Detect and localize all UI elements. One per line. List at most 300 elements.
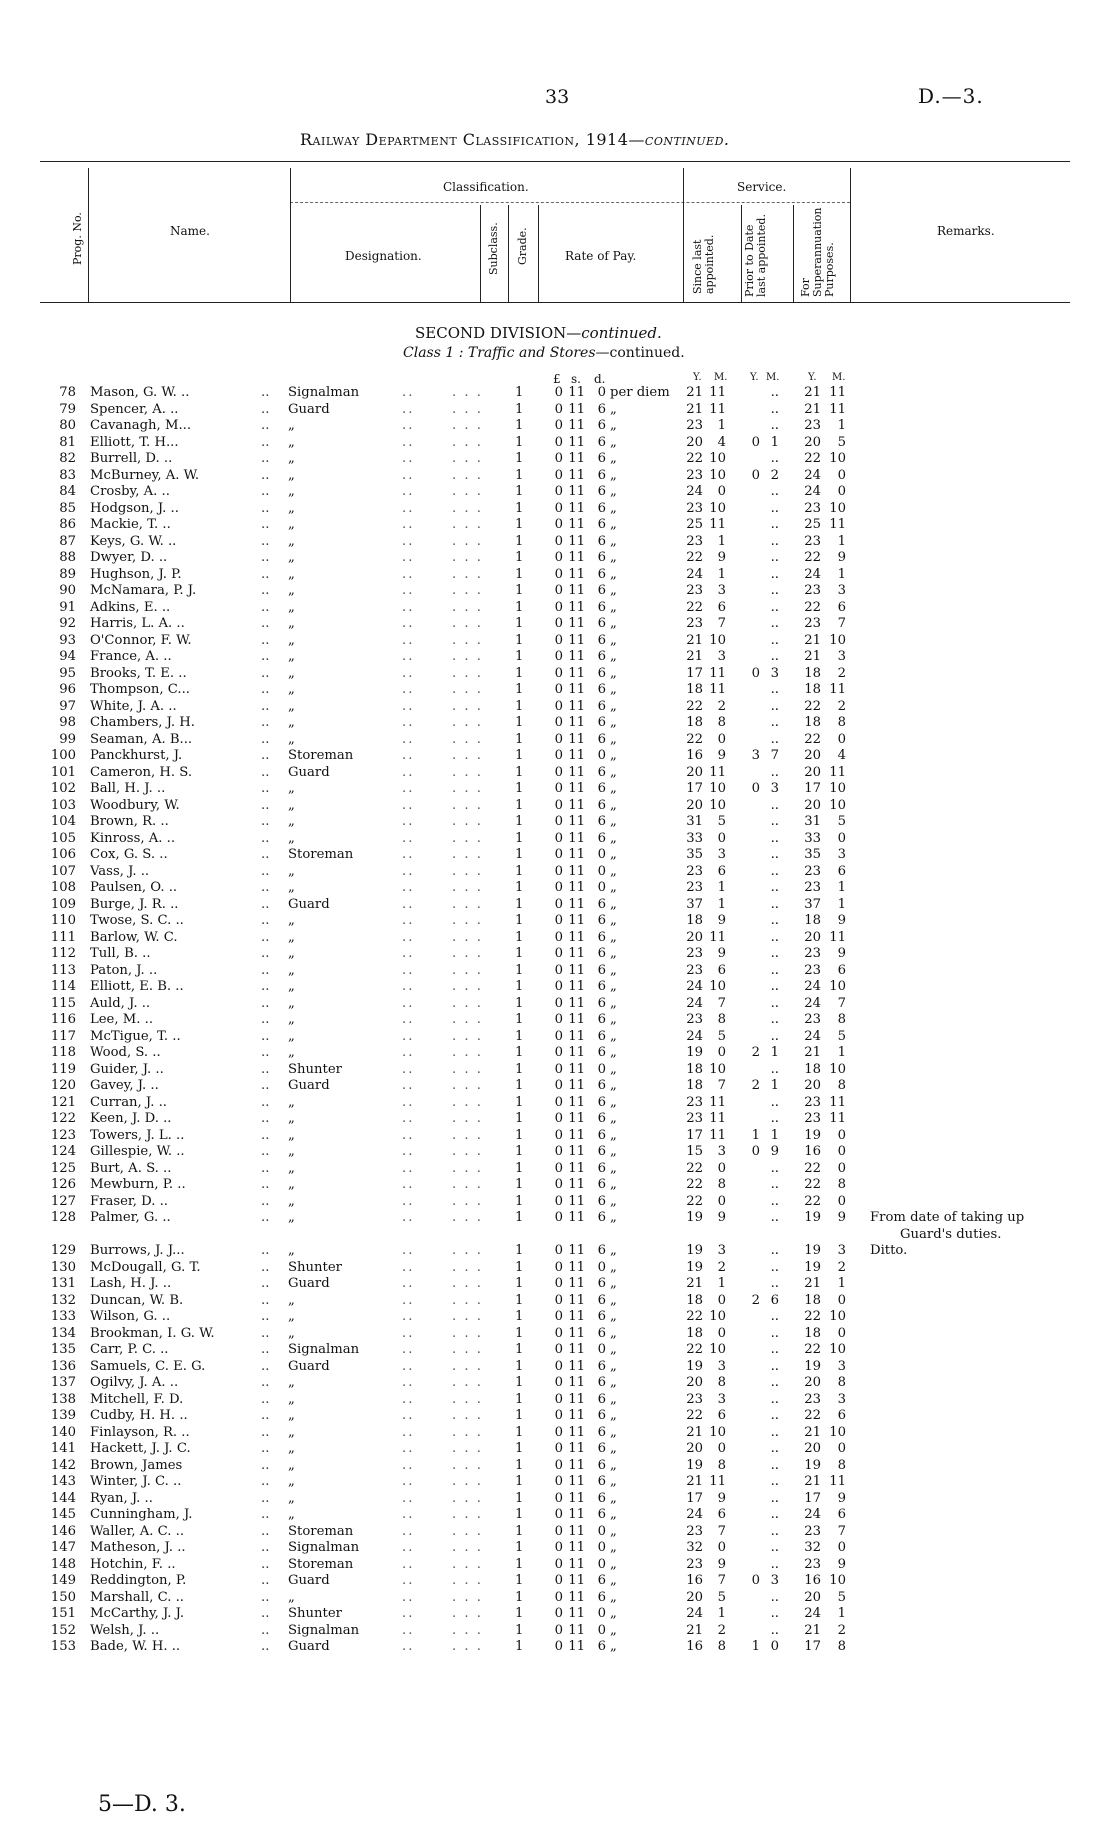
pay-per: „: [610, 1424, 617, 1440]
leader-dots: . . .: [452, 434, 483, 450]
leader-dots: ..: [402, 1424, 415, 1440]
leader-dots: ..: [402, 1622, 415, 1638]
designation: „: [288, 550, 295, 565]
since-months: 3: [717, 1243, 726, 1258]
employee-name: Samuels, C. E. G.: [90, 1358, 206, 1374]
prog-no: 108: [50, 880, 76, 895]
designation: „: [288, 781, 295, 796]
pay-pence: 6: [597, 1276, 606, 1291]
leader-dots: . . .: [452, 797, 483, 813]
prog-no: 138: [50, 1391, 76, 1407]
pay-pence: 0: [597, 1061, 606, 1077]
prior-months: ..: [770, 962, 779, 978]
leader-dots: ..: [402, 1144, 415, 1159]
prog-no: 116: [50, 1012, 76, 1027]
pay-shillings: 11: [568, 715, 585, 730]
super-months: 6: [837, 1507, 846, 1522]
pay-pounds: 0: [554, 1177, 563, 1192]
pay-pounds: 0: [554, 1507, 563, 1522]
pay-shillings: 11: [568, 863, 585, 879]
designation: „: [288, 863, 295, 879]
prog-no: 124: [50, 1144, 76, 1159]
pay-pence: 6: [597, 946, 606, 961]
table-row: [0, 798, 1114, 815]
grade: 1: [515, 451, 524, 466]
since-years: 20: [686, 1589, 703, 1605]
grade: 1: [515, 649, 524, 664]
prior-months: ..: [770, 715, 779, 730]
since-years: 22: [686, 1177, 703, 1192]
grade: 1: [515, 517, 524, 532]
since-years: 24: [686, 484, 703, 499]
since-years: 17: [686, 1127, 703, 1143]
leader-dots: ..: [402, 632, 415, 648]
pay-pounds: 0: [554, 583, 563, 598]
employee-name: Auld, J. ..: [90, 995, 151, 1011]
since-years: 17: [686, 781, 703, 796]
since-months: 0: [717, 1540, 726, 1555]
leader-dots: ..: [402, 1573, 415, 1588]
prior-years: 0: [751, 1573, 760, 1588]
since-years: 19: [686, 1358, 703, 1374]
pay-pounds: 0: [554, 946, 563, 961]
since-months: 10: [709, 467, 726, 483]
grade: 1: [515, 929, 524, 945]
since-years: 22: [686, 731, 703, 747]
grade: 1: [515, 484, 524, 499]
pay-pence: 6: [597, 979, 606, 994]
pay-pence: 6: [597, 1375, 606, 1390]
table-row: [0, 1243, 1114, 1260]
prog-no: 119: [50, 1061, 76, 1077]
since-years: 20: [686, 764, 703, 780]
table-row: [0, 781, 1114, 798]
pay-shillings: 11: [568, 913, 585, 928]
leader-dots: . . .: [452, 583, 483, 598]
prog-no: 96: [59, 682, 76, 697]
pay-per: „: [610, 1457, 617, 1473]
leader-dots: ..: [402, 1177, 415, 1192]
leader-dots: ..: [261, 995, 270, 1011]
grade: 1: [515, 1424, 524, 1440]
leader-dots: ..: [261, 1160, 270, 1176]
pay-per: „: [610, 434, 617, 450]
prior-months: ..: [770, 418, 779, 433]
footer-signature: 5—D. 3.: [98, 1792, 186, 1817]
designation: Guard: [288, 401, 330, 417]
since-months: 8: [717, 715, 726, 730]
pay-shillings: 11: [568, 1490, 585, 1506]
super-months: 9: [837, 913, 846, 928]
super-years: 19: [804, 1259, 821, 1275]
employee-name: Waller, A. C. ..: [90, 1523, 185, 1539]
pay-shillings: 11: [568, 1028, 585, 1044]
since-months: 8: [717, 1177, 726, 1192]
leader-dots: . . .: [452, 1441, 483, 1456]
employee-name: Harris, L. A. ..: [90, 616, 185, 631]
since-years: 23: [686, 1012, 703, 1027]
since-years: 24: [686, 1507, 703, 1522]
grade: 1: [515, 665, 524, 681]
pay-shillings: 11: [568, 583, 585, 598]
table-row: [0, 385, 1114, 402]
leader-dots: . . .: [452, 962, 483, 978]
leader-dots: . . .: [452, 814, 483, 829]
grade: 1: [515, 1507, 524, 1522]
pay-pounds: 0: [554, 1639, 563, 1654]
grade: 1: [515, 797, 524, 813]
pay-pence: 6: [597, 401, 606, 417]
leader-dots: ..: [261, 1210, 270, 1225]
leader-dots: . . .: [452, 1375, 483, 1390]
pay-per: „: [610, 1061, 617, 1077]
super-years: 20: [804, 748, 821, 763]
super-years: 24: [804, 979, 821, 994]
since-years: 23: [686, 863, 703, 879]
since-months: 8: [717, 1639, 726, 1654]
leader-dots: . . .: [452, 830, 483, 846]
pay-pounds: 0: [554, 550, 563, 565]
leader-dots: ..: [261, 929, 270, 945]
leader-dots: ..: [402, 995, 415, 1011]
pay-shillings: 11: [568, 1606, 585, 1621]
leader-dots: ..: [402, 1606, 415, 1621]
grade: 1: [515, 781, 524, 796]
since-years: 21: [686, 1474, 703, 1489]
since-months: 11: [709, 1127, 726, 1143]
leader-dots: . . .: [452, 1358, 483, 1374]
since-years: 16: [686, 748, 703, 763]
super-months: 0: [837, 467, 846, 483]
table-row: [0, 1474, 1114, 1491]
leader-dots: . . .: [452, 599, 483, 615]
pay-per: „: [610, 880, 617, 895]
pay-pounds: 0: [554, 1045, 563, 1060]
since-months: 7: [717, 995, 726, 1011]
table-row: [0, 1111, 1114, 1128]
prior-months: 1: [770, 1045, 779, 1060]
remark-line-2: Guard's duties.: [900, 1226, 1002, 1242]
pay-shillings: 11: [568, 1276, 585, 1291]
grade: 1: [515, 401, 524, 417]
prior-months: ..: [770, 1094, 779, 1110]
super-years: 24: [804, 1606, 821, 1621]
since-months: 1: [717, 566, 726, 582]
leader-dots: ..: [402, 500, 415, 516]
pay-per: „: [610, 500, 617, 516]
pay-per: „: [610, 814, 617, 829]
designation: „: [288, 1375, 295, 1390]
prior-months: ..: [770, 847, 779, 862]
leader-dots: . . .: [452, 1474, 483, 1489]
pay-pounds: 0: [554, 1424, 563, 1440]
designation: „: [288, 880, 295, 895]
leader-dots: ..: [261, 1012, 270, 1027]
pay-per: „: [610, 1259, 617, 1275]
super-years: 22: [804, 1342, 821, 1357]
leader-dots: . . .: [452, 566, 483, 582]
pay-pence: 6: [597, 1457, 606, 1473]
prior-years: 0: [751, 665, 760, 681]
super-months: 1: [837, 880, 846, 895]
pay-shillings: 11: [568, 1292, 585, 1308]
pay-pence: 6: [597, 599, 606, 615]
super-months: 9: [837, 1490, 846, 1506]
prior-months: 2: [770, 467, 779, 483]
since-years: 18: [686, 1078, 703, 1093]
since-months: 0: [717, 1292, 726, 1308]
pay-pounds: 0: [554, 1210, 563, 1225]
since-years: 23: [686, 962, 703, 978]
prior-months: 1: [770, 434, 779, 450]
super-years: 23: [804, 1111, 821, 1126]
grade: 1: [515, 896, 524, 912]
col-sep-5: [538, 205, 539, 302]
pay-pounds: 0: [554, 1012, 563, 1027]
since-months: 3: [717, 847, 726, 862]
table-row: [0, 913, 1114, 930]
prior-months: ..: [770, 1358, 779, 1374]
pay-shillings: 11: [568, 1408, 585, 1423]
pay-pounds: 0: [554, 1309, 563, 1324]
super-years: 16: [804, 1573, 821, 1588]
pay-pence: 6: [597, 418, 606, 433]
prog-no: 113: [50, 962, 76, 978]
grade: 1: [515, 1441, 524, 1456]
leader-dots: . . .: [452, 632, 483, 648]
pay-per: „: [610, 715, 617, 730]
super-months: 0: [837, 1160, 846, 1176]
pay-pounds: 0: [554, 1193, 563, 1209]
super-months: 11: [829, 929, 846, 945]
prog-no: 98: [59, 715, 76, 730]
leader-dots: . . .: [452, 1078, 483, 1093]
since-months: 7: [717, 1573, 726, 1588]
remarks: From date of taking up: [870, 1210, 1025, 1225]
header-name: Name.: [170, 224, 210, 238]
prior-months: ..: [770, 401, 779, 417]
leader-dots: ..: [402, 1243, 415, 1258]
pay-per: „: [610, 1375, 617, 1390]
grade: 1: [515, 814, 524, 829]
pay-pence: 6: [597, 929, 606, 945]
pay-pounds: 0: [554, 698, 563, 714]
section-title: [415, 324, 662, 342]
since-months: 1: [717, 418, 726, 433]
super-months: 5: [837, 1028, 846, 1044]
super-years: 20: [804, 434, 821, 450]
header-remarks: Remarks.: [937, 224, 995, 238]
since-years: 18: [686, 1061, 703, 1077]
table-row: [0, 765, 1114, 782]
super-months: 2: [837, 1622, 846, 1638]
leader-dots: ..: [261, 1457, 270, 1473]
leader-dots: . . .: [452, 682, 483, 697]
header-prior-to-date: Prior to Date last appointed.: [743, 214, 768, 297]
super-months: 11: [829, 1111, 846, 1126]
prior-years: 1: [751, 1127, 760, 1143]
pay-shillings: 11: [568, 1127, 585, 1143]
prog-no: 84: [59, 484, 76, 499]
prog-no: 100: [50, 748, 76, 763]
pay-per: „: [610, 1606, 617, 1621]
super-years: 22: [804, 1309, 821, 1324]
leader-dots: . . .: [452, 1606, 483, 1621]
prog-no: 85: [59, 500, 76, 516]
prior-months: ..: [770, 1457, 779, 1473]
prior-months: ..: [770, 1408, 779, 1423]
pay-shillings: 11: [568, 1259, 585, 1275]
designation: „: [288, 731, 295, 747]
leader-dots: ..: [402, 1292, 415, 1308]
leader-dots: . . .: [452, 1573, 483, 1588]
super-months: 1: [837, 896, 846, 912]
prior-months: ..: [770, 830, 779, 846]
employee-name: Hughson, J. P.: [90, 566, 182, 582]
since-months: 8: [717, 1375, 726, 1390]
super-months: 0: [837, 1325, 846, 1341]
leader-dots: . . .: [452, 1160, 483, 1176]
leader-dots: . . .: [452, 913, 483, 928]
header-subclass: Subclass.: [487, 222, 500, 275]
employee-name: Wood, S. ..: [90, 1045, 161, 1060]
pay-pounds: 0: [554, 1589, 563, 1605]
pay-per: „: [610, 995, 617, 1011]
prior-months: ..: [770, 863, 779, 879]
grade: 1: [515, 830, 524, 846]
table-row: [0, 1062, 1114, 1079]
col-sep-1: [88, 168, 89, 302]
table-row: [0, 1342, 1114, 1359]
employee-name: Crosby, A. ..: [90, 484, 170, 499]
grade: 1: [515, 995, 524, 1011]
table-row: [0, 451, 1114, 468]
employee-name: Cudby, H. H. ..: [90, 1408, 188, 1423]
pay-pence: 6: [597, 1490, 606, 1506]
super-years: 19: [804, 1210, 821, 1225]
pay-pence: 6: [597, 1028, 606, 1044]
since-months: 11: [709, 665, 726, 681]
leader-dots: ..: [402, 467, 415, 483]
prog-no: 110: [50, 913, 76, 928]
grade: 1: [515, 1111, 524, 1126]
super-years: 22: [804, 698, 821, 714]
leader-dots: . . .: [452, 748, 483, 763]
designation: „: [288, 665, 295, 681]
leader-dots: . . .: [452, 1276, 483, 1291]
since-years: 21: [686, 649, 703, 664]
super-months: 11: [829, 764, 846, 780]
pay-shillings: 11: [568, 682, 585, 697]
super-years: 23: [804, 1523, 821, 1539]
leader-dots: ..: [402, 451, 415, 466]
leader-dots: ..: [261, 1639, 270, 1654]
prog-no: 133: [50, 1309, 76, 1324]
since-months: 11: [709, 517, 726, 532]
unit-years-2: Y.: [750, 372, 759, 383]
designation: „: [288, 995, 295, 1011]
super-months: 0: [837, 1540, 846, 1555]
pay-pence: 6: [597, 434, 606, 450]
pay-pence: 6: [597, 1358, 606, 1374]
grade: 1: [515, 1259, 524, 1275]
prog-no: 89: [59, 566, 76, 582]
pay-pounds: 0: [554, 1325, 563, 1341]
prog-no: 118: [50, 1045, 76, 1060]
designation: „: [288, 1441, 295, 1456]
since-years: 20: [686, 434, 703, 450]
table-row: [0, 1012, 1114, 1029]
prog-no: 99: [59, 731, 76, 747]
pay-pounds: 0: [554, 467, 563, 483]
pay-pounds: 0: [554, 1358, 563, 1374]
since-months: 1: [717, 896, 726, 912]
since-years: 22: [686, 1193, 703, 1209]
pay-pounds: 0: [554, 1391, 563, 1407]
since-months: 11: [709, 929, 726, 945]
since-years: 20: [686, 929, 703, 945]
pay-shillings: 11: [568, 1243, 585, 1258]
leader-dots: ..: [402, 1358, 415, 1374]
super-months: 10: [829, 979, 846, 994]
designation: „: [288, 467, 295, 483]
table-row: [0, 1639, 1114, 1656]
prog-no: 125: [50, 1160, 76, 1176]
super-months: 11: [829, 401, 846, 417]
since-months: 1: [717, 533, 726, 549]
leader-dots: ..: [261, 682, 270, 697]
pay-pounds: 0: [554, 781, 563, 796]
pay-pence: 6: [597, 731, 606, 747]
grade: 1: [515, 1606, 524, 1621]
leader-dots: ..: [402, 599, 415, 615]
since-years: 23: [686, 1556, 703, 1572]
pay-pence: 0: [597, 1622, 606, 1638]
pay-pence: 6: [597, 632, 606, 648]
pay-per: per diem: [610, 385, 670, 400]
prior-months: ..: [770, 1391, 779, 1407]
since-years: 24: [686, 995, 703, 1011]
leader-dots: . . .: [452, 649, 483, 664]
pay-shillings: 11: [568, 1061, 585, 1077]
leader-dots: ..: [261, 1078, 270, 1093]
pay-pence: 6: [597, 550, 606, 565]
pay-shillings: 11: [568, 1424, 585, 1440]
super-years: 20: [804, 1375, 821, 1390]
leader-dots: ..: [261, 599, 270, 615]
leader-dots: . . .: [452, 929, 483, 945]
pay-pounds: 0: [554, 500, 563, 516]
pay-pence: 6: [597, 1144, 606, 1159]
employee-name: Ogilvy, J. A. ..: [90, 1375, 179, 1390]
pay-pounds: 0: [554, 632, 563, 648]
super-months: 5: [837, 1589, 846, 1605]
table-row: [0, 1425, 1114, 1442]
pay-shillings: 11: [568, 533, 585, 549]
leader-dots: ..: [261, 1144, 270, 1159]
super-months: 3: [837, 1391, 846, 1407]
employee-name: Cox, G. S. ..: [90, 847, 168, 862]
designation: „: [288, 1474, 295, 1489]
super-months: 9: [837, 1210, 846, 1225]
prior-months: 6: [770, 1292, 779, 1308]
pay-per: „: [610, 929, 617, 945]
since-months: 3: [717, 1144, 726, 1159]
table-row: [0, 814, 1114, 831]
prior-months: 3: [770, 665, 779, 681]
table-row: [0, 616, 1114, 633]
since-months: 3: [717, 583, 726, 598]
